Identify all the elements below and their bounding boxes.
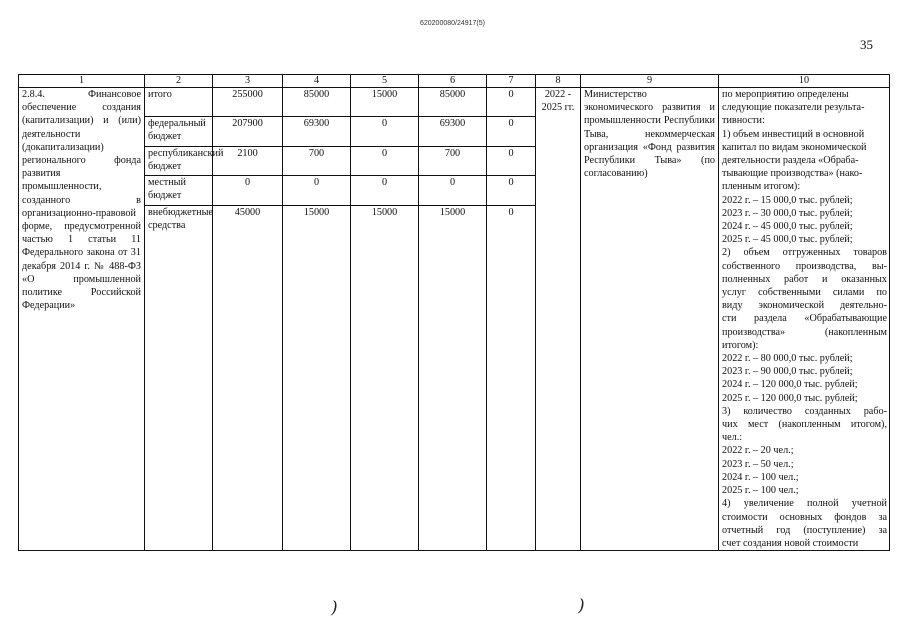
- header-cell: 9: [581, 75, 719, 88]
- amount-year: 0: [283, 176, 351, 206]
- amount-year: 0: [351, 146, 419, 176]
- amount-year: 15000: [283, 205, 351, 550]
- program-table: [18, 74, 890, 551]
- funding-source: внебюджетные средства: [145, 205, 213, 550]
- indicator-line: 2022 г. – 80 000,0 тыс. рублей;: [722, 353, 853, 365]
- indicator-line: стоимости основных фондов за: [722, 511, 887, 523]
- period-cell: 2022 - 2025 гг.: [536, 88, 581, 551]
- amount-year: 69300: [283, 117, 351, 147]
- amount-year: 0: [419, 176, 487, 206]
- funding-source: федеральный бюджет: [145, 117, 213, 147]
- header-cell: 5: [351, 75, 419, 88]
- amount-year: 0: [487, 88, 536, 117]
- indicator-line: 3) количество созданных рабо-: [722, 405, 887, 417]
- indicator-line: 2023 г. – 90 000,0 тыс. рублей;: [722, 366, 853, 378]
- header-cell: 8: [536, 75, 581, 88]
- indicator-line: счет создания новой стоимости: [722, 537, 859, 549]
- page-number: 35: [860, 37, 873, 52]
- indicator-line: тывающие производства» (нако-: [722, 168, 863, 180]
- amount-year: 0: [487, 146, 536, 176]
- funding-source: республиканский бюджет: [145, 146, 213, 176]
- executor-cell: Министерство экономического развития и промышленности Республики Тыва, некоммерческая организация «Фонд развития Республики Тыва» (по согласованию): [581, 88, 719, 551]
- header-cell: 7: [487, 75, 536, 88]
- indicator-line: 2025 г. – 120 000,0 тыс. рублей;: [722, 392, 858, 404]
- indicator-line: услуг собственными силами по: [722, 287, 887, 299]
- indicator-line: пленным итогом):: [722, 181, 801, 193]
- indicator-line: итогом):: [722, 339, 759, 351]
- header-cell: 3: [213, 75, 283, 88]
- amount-total: 2100: [213, 146, 283, 176]
- measure-number: 2.8.4.: [22, 89, 45, 100]
- indicator-line: 2025 г. – 45 000,0 тыс. рублей;: [722, 234, 853, 246]
- indicator-line: производства» (накопленным: [722, 326, 887, 338]
- amount-total: 0: [213, 176, 283, 206]
- measure-cell: [19, 88, 145, 551]
- indicator-line: чел.:: [722, 432, 743, 444]
- margin-mark: ): [331, 598, 338, 618]
- indicator-line: следующие показатели результа-: [722, 102, 865, 114]
- amount-total: 207900: [213, 117, 283, 147]
- amount-year: 0: [351, 117, 419, 147]
- indicator-line: капитал по видам экономической: [722, 141, 867, 153]
- amount-total: 45000: [213, 205, 283, 550]
- document-code: 620200080/24917(5): [419, 20, 485, 27]
- indicator-line: 2022 г. – 20 чел.;: [722, 445, 794, 457]
- header-cell: 6: [419, 75, 487, 88]
- indicator-line: 2025 г. – 100 чел.;: [722, 485, 799, 497]
- indicator-line: 2024 г. – 45 000,0 тыс. рублей;: [722, 221, 853, 233]
- indicator-line: сти раздела «Обрабатывающие: [722, 313, 887, 325]
- indicator-line: чих мест (накопленным итогом),: [722, 419, 887, 431]
- indicator-line: отчетный год (поступление) за: [722, 524, 887, 536]
- indicator-line: 2023 г. – 50 чел.;: [722, 458, 794, 470]
- amount-total: 255000: [213, 88, 283, 117]
- measure-name: Финансовое обеспечение создания (капитализации) и (или) деятельности (докапитализации) регионального фонда развития промышленности, созданного в организационно-правовой форме, предусмотренной частью 1 статьи 11 Федерального закона от 31 декабря 2014 г. № 488-ФЗ «О промышленной политике Российской Федерации»: [22, 89, 141, 312]
- funding-source: итого: [145, 88, 213, 117]
- amount-year: 15000: [351, 88, 419, 117]
- indicators-cell: [719, 88, 890, 551]
- header-cell: 1: [19, 75, 145, 88]
- indicator-line: 2023 г. – 30 000,0 тыс. рублей;: [722, 207, 853, 219]
- funding-row-total: [19, 88, 890, 117]
- indicator-line: 1) объем инвестиций в основной: [722, 128, 865, 140]
- indicator-line: деятельности раздела «Обраба-: [722, 155, 859, 167]
- header-row: [19, 75, 890, 88]
- indicator-line: 4) увеличение полной учетной: [722, 498, 887, 510]
- amount-year: 69300: [419, 117, 487, 147]
- amount-year: 0: [487, 205, 536, 550]
- indicator-line: 2) объем отгруженных товаров: [722, 247, 887, 259]
- indicator-line: 2024 г. – 120 000,0 тыс. рублей;: [722, 379, 858, 391]
- indicator-line: полненных работ и оказанных: [722, 273, 887, 285]
- header-cell: 10: [719, 75, 890, 88]
- indicator-line: тивности:: [722, 115, 765, 127]
- amount-year: 700: [283, 146, 351, 176]
- funding-source: местный бюджет: [145, 176, 213, 206]
- margin-mark: ): [578, 596, 585, 616]
- indicator-line: 2022 г. – 15 000,0 тыс. рублей;: [722, 194, 853, 206]
- header-cell: 2: [145, 75, 213, 88]
- amount-year: 85000: [283, 88, 351, 117]
- amount-year: 15000: [419, 205, 487, 550]
- amount-year: 85000: [419, 88, 487, 117]
- indicator-line: 2024 г. – 100 чел.;: [722, 471, 799, 483]
- indicator-line: виду экономической деятельно-: [722, 300, 887, 312]
- amount-year: 0: [487, 176, 536, 206]
- header-cell: 4: [283, 75, 351, 88]
- amount-year: 15000: [351, 205, 419, 550]
- amount-year: 700: [419, 146, 487, 176]
- indicator-line: собственного производства, вы-: [722, 260, 887, 272]
- indicator-line: по мероприятию определены: [722, 89, 849, 100]
- amount-year: 0: [351, 176, 419, 206]
- amount-year: 0: [487, 117, 536, 147]
